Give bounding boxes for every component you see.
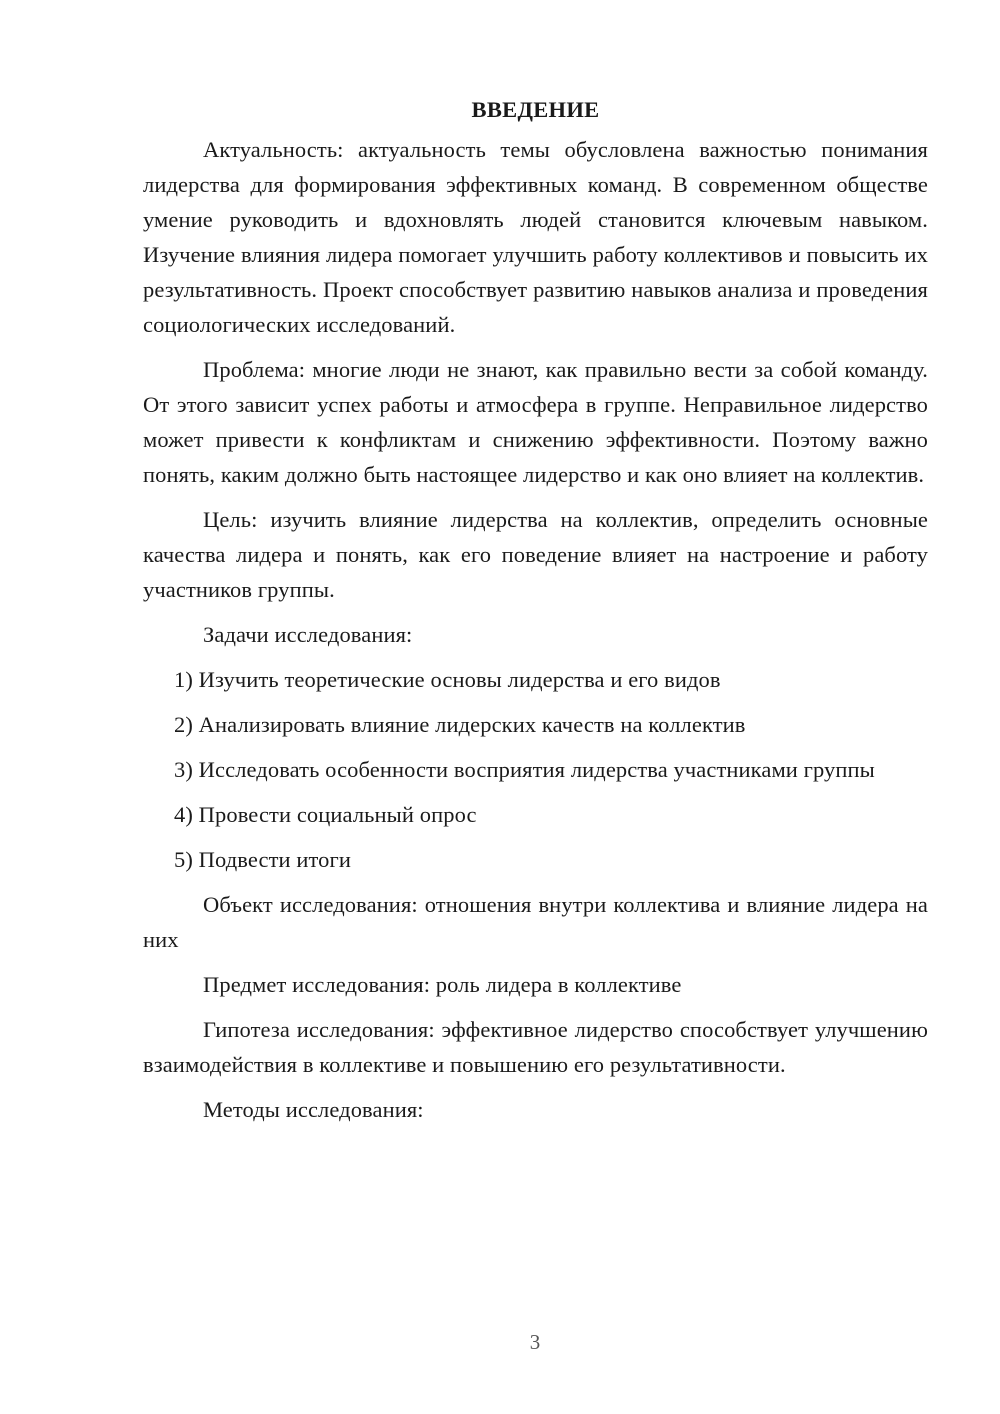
task-item-3: 3) Исследовать особенности восприятия лидерства участниками группы: [174, 757, 875, 782]
section-heading: ВВЕДЕНИЕ: [471, 97, 600, 122]
relevance-paragraph: Актуальность: актуальность темы обусловлена важностью понимания лидерства для формирования эффективных команд. В современном обществе умение руководить и вдохновлять людей становится ключевым навыком. Изучение влияния лидера помогает улучшить работу коллективов и повысить их результативность. Проект способствует развитию навыков анализа и проведения социологических исследований.: [143, 137, 928, 337]
page-number: 3: [529, 1330, 541, 1354]
problem-paragraph: Проблема: многие люди не знают, как правильно вести за собой команду. От этого зависит успех работы и атмосфера в группе. Неправильное лидерство может привести к конфликтам и снижению эффективности. Поэтому важно понять, каким должно быть настоящее лидерство и как оно влияет на коллектив.: [143, 357, 928, 487]
methods-title: Методы исследования:: [203, 1097, 424, 1122]
task-item-1: 1) Изучить теоретические основы лидерства и его видов: [174, 667, 721, 692]
task-item-4: 4) Провести социальный опрос: [174, 802, 477, 827]
tasks-title: Задачи исследования:: [203, 622, 413, 647]
document-body: [143, 90, 928, 1137]
subject-paragraph: Предмет исследования: роль лидера в коллективе: [203, 972, 682, 997]
task-item-5: 5) Подвести итоги: [174, 847, 351, 872]
hypothesis-paragraph: Гипотеза исследования: эффективное лидерство способствует улучшению взаимодействия в коллективе и повышению его результативности.: [143, 1017, 928, 1077]
task-item-2: 2) Анализировать влияние лидерских качеств на коллектив: [174, 712, 746, 737]
object-paragraph: Объект исследования: отношения внутри коллектива и влияние лидера на них: [143, 892, 928, 952]
goal-paragraph: Цель: изучить влияние лидерства на коллектив, определить основные качества лидера и понять, как его поведение влияет на настроение и работу участников группы.: [143, 507, 928, 602]
